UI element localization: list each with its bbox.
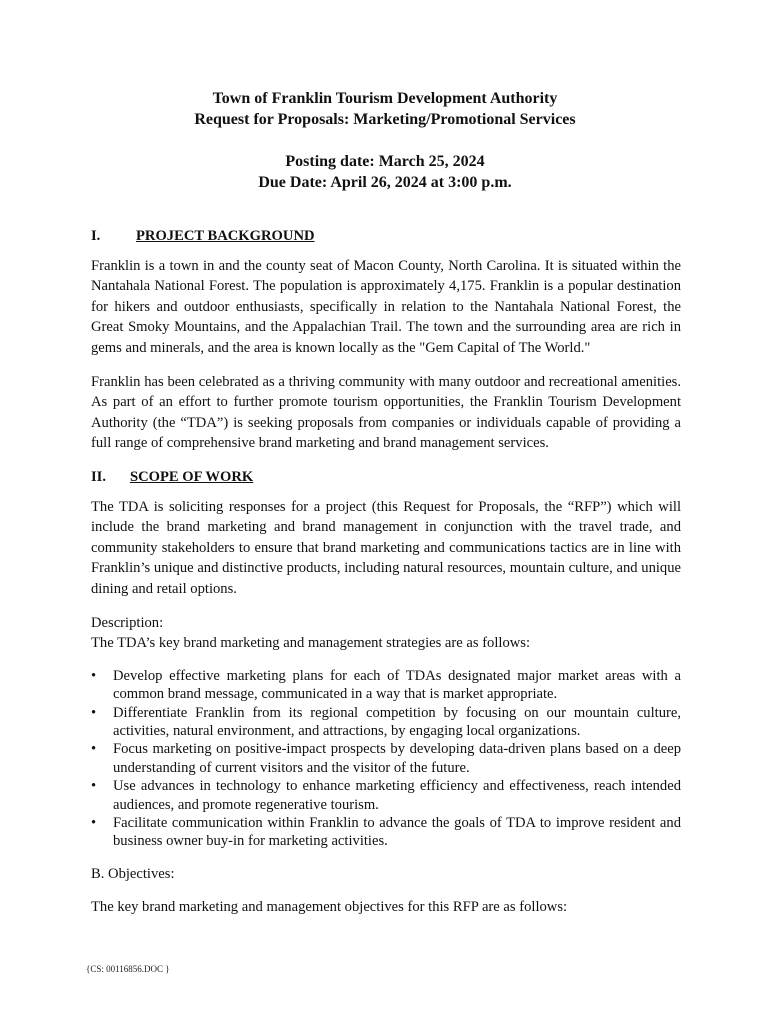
- strategy-list: [91, 667, 681, 851]
- list-item: • Facilitate communication within Franklin to advance the goals of TDA to improve resident and business owner buy-in for marketing activities.: [91, 814, 681, 851]
- posting-date: Posting date: March 25, 2024: [285, 153, 485, 170]
- list-item: • Develop effective marketing plans for each of TDAs designated major market areas with a common brand message, communicated in a way that is market appropriate.: [91, 667, 681, 704]
- paragraph: Franklin is a town in and the county seat of Macon County, North Carolina. It is situated within the Nantahala National Forest. The population is approximately 4,175. Franklin is a popular destination for hikers and outdoor enthusiasts, specifically in relation to the Nantahala National Forest, the Great Smoky Mountains, and the Appalachian Trail. The town and the surrounding area are rich in gems and minerals, and the area is known locally as the "Gem Capital of The World.": [91, 257, 681, 356]
- list-item: • Use advances in technology to enhance marketing efficiency and effectiveness, reach intended audiences, and promote regenerative tourism.: [91, 777, 681, 814]
- title-line-1: Town of Franklin Tourism Development Authority: [212, 90, 558, 107]
- document-footer-id: {CS: 00116856.DOC }: [86, 964, 170, 974]
- section-heading-scope-of-work: [91, 467, 681, 488]
- objectives-intro: The key brand marketing and management objectives for this RFP are as follows:: [91, 899, 568, 916]
- description-intro: The TDA’s key brand marketing and management strategies are as follows:: [91, 635, 531, 652]
- document-title-block: [0, 88, 770, 193]
- section-title: PROJECT BACKGROUND: [136, 228, 315, 244]
- paragraph: Franklin has been celebrated as a thriving community with many outdoor and recreational amenities. As part of an effort to further promote tourism opportunities, the Franklin Tourism Development Authority (the “TDA”) is seeking proposals from companies or individuals capable of providing a full range of comprehensive brand marketing and brand management services.: [91, 373, 681, 452]
- description-label: Description:: [91, 614, 164, 631]
- objectives-label: B. Objectives:: [91, 865, 175, 882]
- document-body: [91, 226, 681, 931]
- title-line-2: Request for Proposals: Marketing/Promotional Services: [194, 111, 576, 128]
- list-item: • Differentiate Franklin from its regional competition by focusing on our mountain culture, activities, natural environment, and attractions, by engaging local organizations.: [91, 704, 681, 741]
- section-number: I.: [91, 228, 101, 244]
- section-title: SCOPE OF WORK: [130, 468, 254, 485]
- paragraph: The TDA is soliciting responses for a project (this Request for Proposals, the “RFP”) which will include the brand marketing and brand management in conjunction with the travel trade, and community stakeholders to ensure that brand marketing and communications tactics are in line with Franklin’s unique and distinctive products, including natural resources, mountain culture, and unique dining and retail options.: [91, 498, 681, 597]
- section-number: II.: [91, 468, 107, 485]
- due-date: Due Date: April 26, 2024 at 3:00 p.m.: [258, 174, 512, 191]
- list-item: • Focus marketing on positive-impact prospects by developing data-driven plans based on a deep understanding of current visitors and the visitor of the future.: [91, 740, 681, 777]
- section-heading-project-background: [91, 226, 681, 247]
